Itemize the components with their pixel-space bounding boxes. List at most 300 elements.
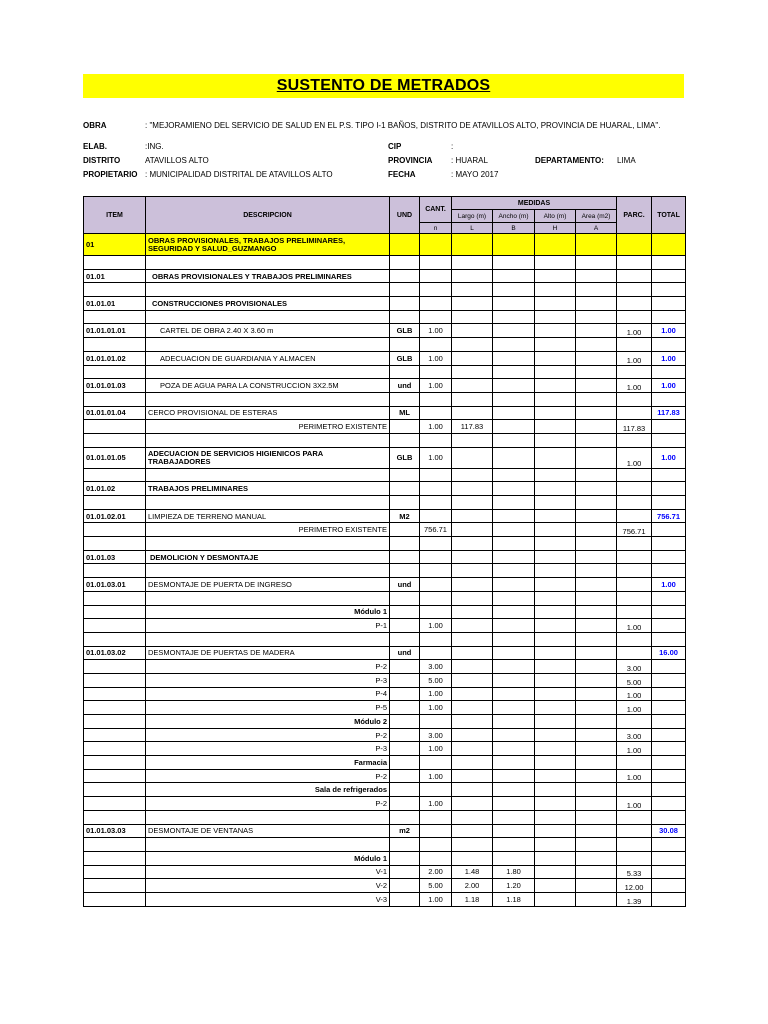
- cell-b: [493, 537, 535, 551]
- cell-und: [390, 523, 420, 537]
- cell-total: 1.00: [652, 379, 686, 393]
- cell-n: [420, 283, 452, 297]
- cell-total: 16.00: [652, 646, 686, 660]
- cell-total: [652, 769, 686, 783]
- cell-l: [452, 591, 493, 605]
- fecha-value: : MAYO 2017: [451, 170, 499, 179]
- cell-h: [535, 269, 576, 283]
- cell-b: [493, 468, 535, 482]
- cell-desc: PERIMETRO EXISTENTE: [146, 420, 390, 434]
- cell-b: [493, 687, 535, 701]
- cell-h: [535, 523, 576, 537]
- col-cant: CANT.: [420, 197, 452, 223]
- cell-b: [493, 234, 535, 256]
- cell-total: [652, 297, 686, 311]
- cell-parc: 1.00: [617, 379, 652, 393]
- cell-parc: [617, 468, 652, 482]
- cell-desc: Farmacia: [146, 756, 390, 770]
- cell-n: 3.00: [420, 660, 452, 674]
- cell-n: 1.00: [420, 742, 452, 756]
- cell-item: [84, 591, 146, 605]
- cell-l: [452, 523, 493, 537]
- provincia-value: : HUARAL: [451, 156, 488, 165]
- cell-desc: OBRAS PROVISIONALES Y TRABAJOS PRELIMINARES: [146, 269, 390, 283]
- cell-total: [652, 865, 686, 879]
- cell-und: [390, 797, 420, 811]
- cell-desc: P-2: [146, 769, 390, 783]
- table-row: [84, 865, 686, 879]
- cell-n: [420, 605, 452, 619]
- table-row: [84, 447, 686, 468]
- cell-a: [576, 824, 617, 838]
- cell-und: [390, 283, 420, 297]
- obra-value: : "MEJORAMIENO DEL SERVICIO DE SALUD EN EL P.S. TIPO I-1 BAÑOS, DISTRITO DE ATAVILLOS ALTO, PROVINCIA DE HUARAL, LIMA".: [145, 121, 661, 130]
- table-row: [84, 392, 686, 406]
- cell-l: [452, 468, 493, 482]
- cell-h: [535, 578, 576, 592]
- cell-a: [576, 351, 617, 365]
- cell-h: [535, 783, 576, 797]
- cell-total: [652, 283, 686, 297]
- cell-parc: [617, 550, 652, 564]
- cell-und: [390, 715, 420, 729]
- cell-h: [535, 851, 576, 865]
- cell-n: [420, 482, 452, 496]
- cell-und: [390, 496, 420, 510]
- cell-total: [652, 838, 686, 852]
- cell-a: [576, 234, 617, 256]
- cell-und: [390, 756, 420, 770]
- cell-n: 1.00: [420, 379, 452, 393]
- cell-parc: 12.00: [617, 879, 652, 893]
- cell-h: [535, 564, 576, 578]
- cell-h: [535, 379, 576, 393]
- cell-b: [493, 783, 535, 797]
- cell-und: [390, 420, 420, 434]
- cell-item: [84, 687, 146, 701]
- cell-l: [452, 824, 493, 838]
- cell-und: [390, 338, 420, 352]
- cell-b: [493, 310, 535, 324]
- cell-n: 1.00: [420, 619, 452, 633]
- cell-b: [493, 756, 535, 770]
- cell-l: [452, 797, 493, 811]
- cell-n: 5.00: [420, 673, 452, 687]
- cell-h: [535, 715, 576, 729]
- cell-item: 01.01.03.02: [84, 646, 146, 660]
- col-ancho-sub: B: [493, 223, 535, 234]
- cell-a: [576, 783, 617, 797]
- cell-und: [390, 537, 420, 551]
- col-medidas: MEDIDAS: [452, 197, 617, 210]
- cell-h: [535, 420, 576, 434]
- cell-und: [390, 879, 420, 893]
- provincia-label: PROVINCIA: [388, 156, 433, 165]
- table-row: [84, 632, 686, 646]
- cell-n: [420, 810, 452, 824]
- cell-n: [420, 537, 452, 551]
- cell-item: 01.01.01.02: [84, 351, 146, 365]
- table-row: [84, 283, 686, 297]
- cell-und: [390, 297, 420, 311]
- cell-parc: [617, 537, 652, 551]
- cell-a: [576, 687, 617, 701]
- cell-item: 01.01.01.05: [84, 447, 146, 468]
- cell-item: [84, 838, 146, 852]
- cell-b: [493, 496, 535, 510]
- cell-parc: [617, 591, 652, 605]
- cell-item: [84, 728, 146, 742]
- cell-und: [390, 769, 420, 783]
- cell-item: [84, 564, 146, 578]
- cell-a: [576, 523, 617, 537]
- cell-b: [493, 715, 535, 729]
- cell-desc: [146, 468, 390, 482]
- cell-total: 30.08: [652, 824, 686, 838]
- table-row: [84, 660, 686, 674]
- cell-h: [535, 701, 576, 715]
- cell-total: [652, 523, 686, 537]
- cell-total: [652, 673, 686, 687]
- cell-item: [84, 756, 146, 770]
- cell-parc: 1.00: [617, 769, 652, 783]
- cell-h: [535, 433, 576, 447]
- cell-parc: 117.83: [617, 420, 652, 434]
- cell-b: [493, 632, 535, 646]
- table-row: [84, 496, 686, 510]
- table-row: [84, 256, 686, 270]
- table-row: [84, 810, 686, 824]
- cell-item: [84, 468, 146, 482]
- cell-b: [493, 851, 535, 865]
- cell-item: [84, 619, 146, 633]
- cell-l: [452, 509, 493, 523]
- cell-desc: V-1: [146, 865, 390, 879]
- cell-parc: 1.00: [617, 447, 652, 468]
- cell-n: [420, 269, 452, 283]
- cell-b: [493, 838, 535, 852]
- table-row: [84, 297, 686, 311]
- cell-h: [535, 824, 576, 838]
- cell-l: [452, 742, 493, 756]
- cell-n: [420, 297, 452, 311]
- cell-parc: [617, 297, 652, 311]
- cell-b: [493, 824, 535, 838]
- cell-item: [84, 701, 146, 715]
- cell-l: [452, 715, 493, 729]
- cell-n: [420, 406, 452, 420]
- cell-desc: TRABAJOS PRELIMINARES: [146, 482, 390, 496]
- cell-h: [535, 591, 576, 605]
- cell-und: und: [390, 578, 420, 592]
- cell-und: [390, 783, 420, 797]
- cell-l: [452, 769, 493, 783]
- cell-h: [535, 769, 576, 783]
- distrito-label: DISTRITO: [83, 156, 121, 165]
- cell-h: [535, 365, 576, 379]
- table-row: [84, 701, 686, 715]
- cell-n: [420, 338, 452, 352]
- table-row: [84, 756, 686, 770]
- cell-h: [535, 256, 576, 270]
- cell-a: [576, 433, 617, 447]
- col-total: TOTAL: [652, 197, 686, 234]
- cell-a: [576, 715, 617, 729]
- cell-parc: [617, 851, 652, 865]
- cell-total: [652, 433, 686, 447]
- cell-n: [420, 365, 452, 379]
- cell-total: [652, 660, 686, 674]
- cell-a: [576, 537, 617, 551]
- cell-l: [452, 537, 493, 551]
- table-row: [84, 269, 686, 283]
- cell-a: [576, 509, 617, 523]
- cell-desc: P-3: [146, 673, 390, 687]
- cell-h: [535, 605, 576, 619]
- cell-desc: DESMONTAJE DE PUERTAS DE MADERA: [146, 646, 390, 660]
- cell-b: 1.80: [493, 865, 535, 879]
- cell-und: [390, 256, 420, 270]
- table-row: [84, 324, 686, 338]
- cell-item: [84, 310, 146, 324]
- cell-b: [493, 482, 535, 496]
- cell-h: [535, 687, 576, 701]
- cell-b: 1.20: [493, 879, 535, 893]
- table-row: [84, 482, 686, 496]
- cell-n: [420, 310, 452, 324]
- cell-item: [84, 338, 146, 352]
- elab-value: :ING.: [145, 142, 164, 151]
- cell-und: [390, 234, 420, 256]
- cell-total: 1.00: [652, 447, 686, 468]
- table-row: [84, 769, 686, 783]
- title-bar: [83, 74, 684, 98]
- cell-a: [576, 297, 617, 311]
- cell-a: [576, 256, 617, 270]
- cell-n: [420, 234, 452, 256]
- table-row: [84, 673, 686, 687]
- cell-parc: [617, 783, 652, 797]
- cell-n: 2.00: [420, 865, 452, 879]
- cell-total: [652, 338, 686, 352]
- cell-parc: [617, 406, 652, 420]
- cell-und: [390, 673, 420, 687]
- cell-h: [535, 619, 576, 633]
- cell-total: [652, 420, 686, 434]
- table-row: [84, 728, 686, 742]
- cell-l: [452, 365, 493, 379]
- cell-parc: 3.00: [617, 728, 652, 742]
- cell-item: [84, 537, 146, 551]
- cell-parc: [617, 482, 652, 496]
- cell-b: [493, 509, 535, 523]
- col-area-sub: A: [576, 223, 617, 234]
- cell-total: [652, 783, 686, 797]
- cell-und: [390, 564, 420, 578]
- cell-a: [576, 365, 617, 379]
- cell-n: 3.00: [420, 728, 452, 742]
- cell-l: 117.83: [452, 420, 493, 434]
- cell-total: [652, 619, 686, 633]
- cell-total: [652, 810, 686, 824]
- cell-a: [576, 591, 617, 605]
- cell-a: [576, 406, 617, 420]
- cell-desc: [146, 256, 390, 270]
- table-row: [84, 715, 686, 729]
- cell-desc: P-5: [146, 701, 390, 715]
- cell-n: [420, 632, 452, 646]
- cell-b: [493, 550, 535, 564]
- table-row: [84, 824, 686, 838]
- cell-desc: Módulo 1: [146, 605, 390, 619]
- cell-b: [493, 660, 535, 674]
- cell-h: [535, 797, 576, 811]
- cell-parc: [617, 715, 652, 729]
- cell-n: [420, 392, 452, 406]
- cell-n: 1.00: [420, 701, 452, 715]
- cell-n: [420, 756, 452, 770]
- cell-h: [535, 283, 576, 297]
- cell-item: 01: [84, 234, 146, 256]
- cell-a: [576, 420, 617, 434]
- cell-h: [535, 392, 576, 406]
- cell-total: [652, 392, 686, 406]
- cell-und: GLB: [390, 351, 420, 365]
- cell-parc: [617, 838, 652, 852]
- cell-b: [493, 338, 535, 352]
- cell-desc: [146, 810, 390, 824]
- cell-b: [493, 283, 535, 297]
- cell-l: [452, 838, 493, 852]
- cell-desc: [146, 433, 390, 447]
- cell-a: [576, 742, 617, 756]
- cell-n: 756.71: [420, 523, 452, 537]
- departamento-label: DEPARTAMENTO:: [535, 156, 604, 165]
- cell-desc: Módulo 2: [146, 715, 390, 729]
- cell-item: [84, 256, 146, 270]
- cell-b: [493, 673, 535, 687]
- cell-b: [493, 742, 535, 756]
- cell-l: [452, 728, 493, 742]
- cell-item: 01.01.02.01: [84, 509, 146, 523]
- cell-l: 1.18: [452, 892, 493, 906]
- cell-l: [452, 324, 493, 338]
- table-row: [84, 687, 686, 701]
- cell-parc: 1.39: [617, 892, 652, 906]
- cell-b: [493, 810, 535, 824]
- cell-total: 1.00: [652, 324, 686, 338]
- distrito-value: ATAVILLOS ALTO: [145, 156, 209, 165]
- cell-l: [452, 297, 493, 311]
- table-row: [84, 468, 686, 482]
- table-row: [84, 742, 686, 756]
- cell-item: [84, 769, 146, 783]
- cell-n: 1.00: [420, 892, 452, 906]
- cell-l: [452, 701, 493, 715]
- cell-b: [493, 351, 535, 365]
- cell-b: [493, 324, 535, 338]
- cell-a: [576, 865, 617, 879]
- cell-total: [652, 310, 686, 324]
- elab-label: ELAB.: [83, 142, 107, 151]
- cell-h: [535, 756, 576, 770]
- cell-item: [84, 605, 146, 619]
- cell-h: [535, 550, 576, 564]
- cell-parc: [617, 564, 652, 578]
- table-row: [84, 605, 686, 619]
- cell-l: [452, 783, 493, 797]
- cell-und: [390, 851, 420, 865]
- cell-l: [452, 578, 493, 592]
- cell-l: [452, 269, 493, 283]
- cell-n: 1.00: [420, 797, 452, 811]
- cell-h: [535, 742, 576, 756]
- cell-total: [652, 742, 686, 756]
- cell-a: [576, 379, 617, 393]
- cell-item: 01.01.01.01: [84, 324, 146, 338]
- cell-n: [420, 851, 452, 865]
- cell-b: [493, 523, 535, 537]
- cell-und: [390, 392, 420, 406]
- cell-l: [452, 564, 493, 578]
- cell-a: [576, 605, 617, 619]
- cell-h: [535, 468, 576, 482]
- table-row: [84, 351, 686, 365]
- cell-h: [535, 865, 576, 879]
- cell-b: [493, 269, 535, 283]
- cell-h: [535, 810, 576, 824]
- cell-a: [576, 338, 617, 352]
- cell-n: [420, 783, 452, 797]
- cell-n: 1.00: [420, 769, 452, 783]
- cell-desc: [146, 392, 390, 406]
- cell-b: [493, 379, 535, 393]
- cell-h: [535, 632, 576, 646]
- cell-desc: P-2: [146, 660, 390, 674]
- cell-a: [576, 701, 617, 715]
- cell-a: [576, 564, 617, 578]
- cell-desc: ADECUACION DE SERVICIOS HIGIENICOS PARA TRABAJADORES: [146, 447, 390, 468]
- cell-parc: [617, 646, 652, 660]
- cell-l: 1.48: [452, 865, 493, 879]
- cell-item: [84, 851, 146, 865]
- cell-item: [84, 660, 146, 674]
- cell-parc: 3.00: [617, 660, 652, 674]
- cell-und: M2: [390, 509, 420, 523]
- cell-total: [652, 591, 686, 605]
- propietario-label: PROPIETARIO: [83, 170, 138, 179]
- cell-und: [390, 605, 420, 619]
- cell-item: [84, 673, 146, 687]
- cell-parc: [617, 310, 652, 324]
- cell-desc: P-1: [146, 619, 390, 633]
- cell-b: 1.18: [493, 892, 535, 906]
- cell-b: [493, 605, 535, 619]
- cell-item: 01.01.03.01: [84, 578, 146, 592]
- cell-parc: [617, 365, 652, 379]
- cell-total: [652, 550, 686, 564]
- cell-und: GLB: [390, 447, 420, 468]
- cell-und: [390, 269, 420, 283]
- cell-parc: [617, 433, 652, 447]
- cell-item: 01.01.01: [84, 297, 146, 311]
- cell-total: [652, 234, 686, 256]
- cell-n: 1.00: [420, 420, 452, 434]
- cell-parc: [617, 509, 652, 523]
- cell-parc: [617, 283, 652, 297]
- cell-und: m2: [390, 824, 420, 838]
- cell-parc: [617, 338, 652, 352]
